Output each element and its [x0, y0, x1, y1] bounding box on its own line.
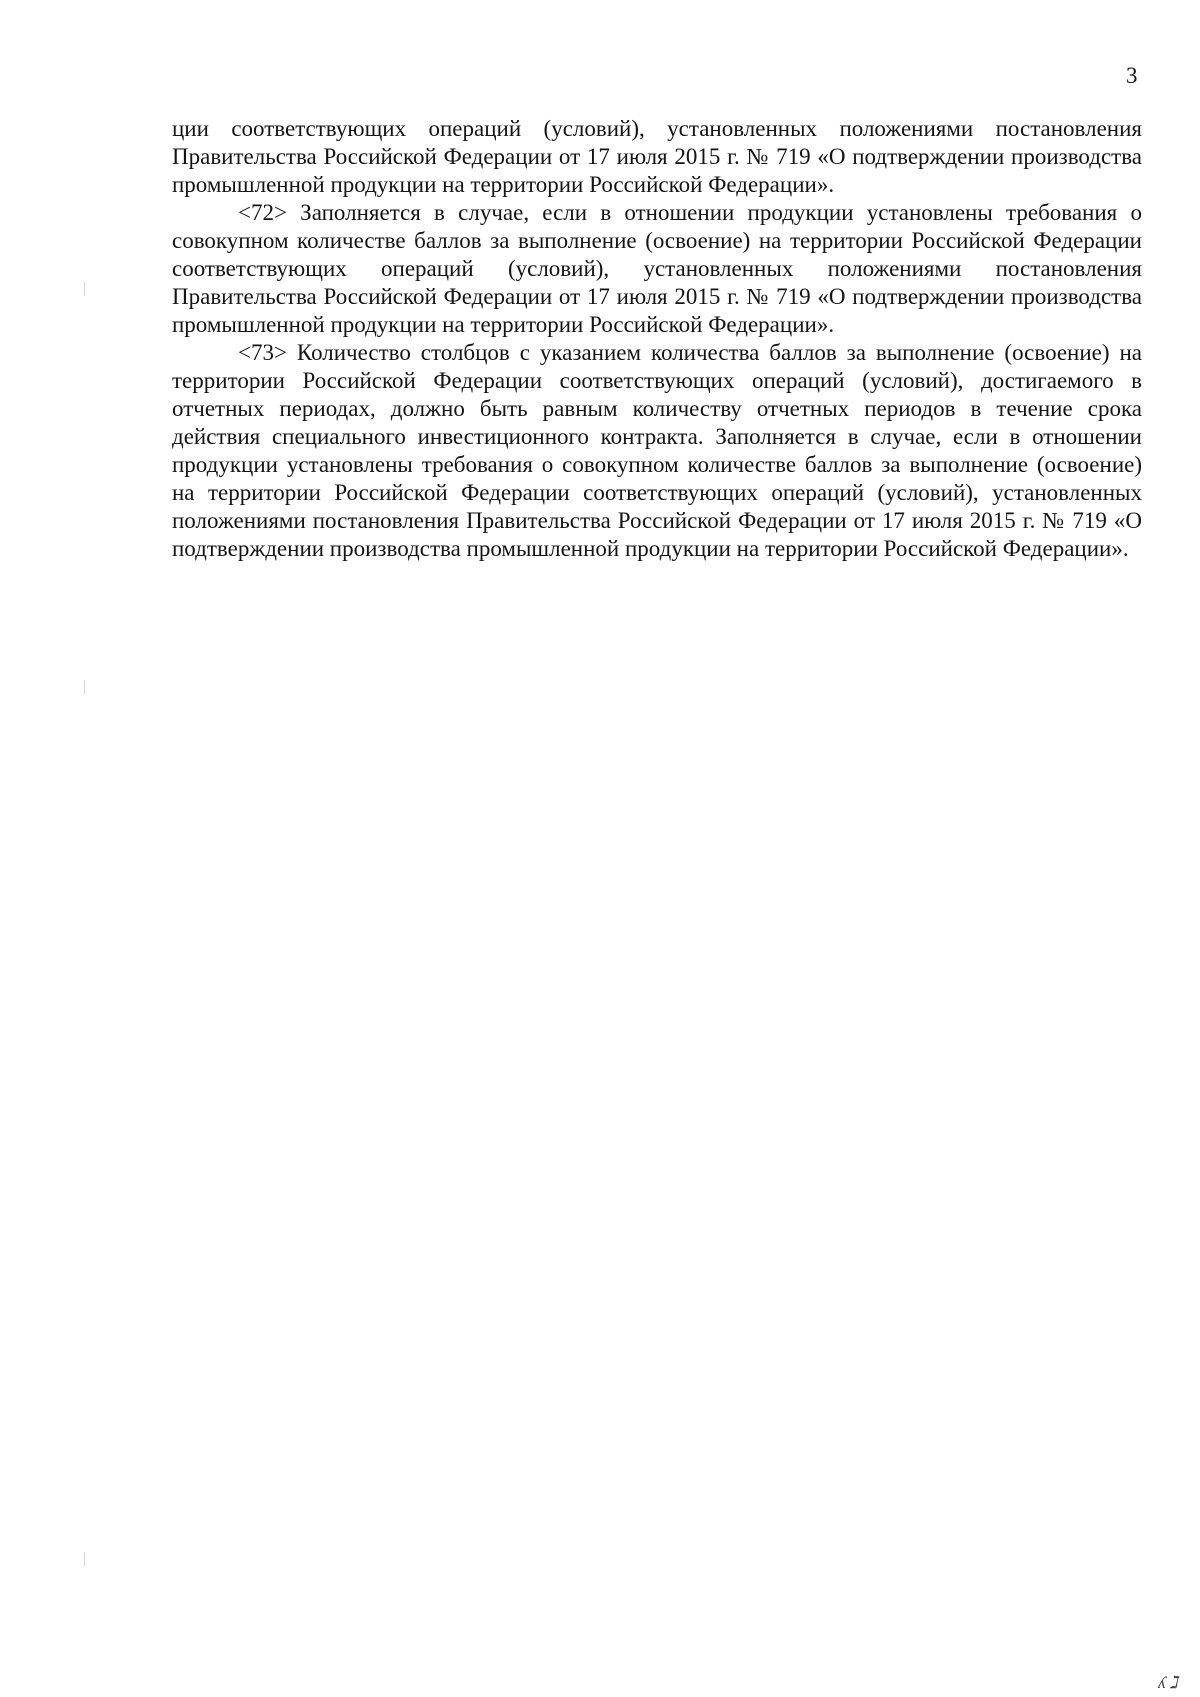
scan-artifact: [84, 680, 85, 694]
footnote-continuation: ции соответствующих операций (условий), установленных положениями постановления Правительства Российской Федерации от 17 июля 2015 г. № 719 «О подтверждении производства промышленной продукции на территории Российской Федерации».: [172, 116, 1142, 197]
page-number: 3: [1126, 63, 1138, 88]
scan-artifact: [84, 1552, 85, 1566]
footnote-72: <72> Заполняется в случае, если в отношении продукции установлены требования о совокупном количестве баллов за выполнение (освоение) на территории Российской Федерации соответствующих операций (условий), установленных положениями постановления Правительства Российской Федерации от 17 июля 2015 г. № 719 «О подтверждении производства промышленной продукции на территории Российской Федерации».: [172, 200, 1142, 337]
document-body: [172, 115, 1142, 563]
footnote-73: <73> Количество столбцов с указанием количества баллов за выполнение (освоение) на территории Российской Федерации соответствующих операций (условий), достигаемого в отчетных периодах, должно быть равным количеству отчетных периодов в течение срока действия специального инвестиционного контракта. Заполняется в случае, если в отношении продукции установлены требования о совокупном количестве баллов за выполнение (освоение) на территории Российской Федерации соответствующих операций (условий), установленных положениями постановления Правительства Российской Федерации от 17 июля 2015 г. № 719 «О подтверждении производства промышленной продукции на территории Российской Федерации».: [172, 340, 1142, 561]
scan-artifact: [84, 282, 85, 296]
handwritten-corner-mark: ʎ ℷ: [1158, 1673, 1178, 1692]
